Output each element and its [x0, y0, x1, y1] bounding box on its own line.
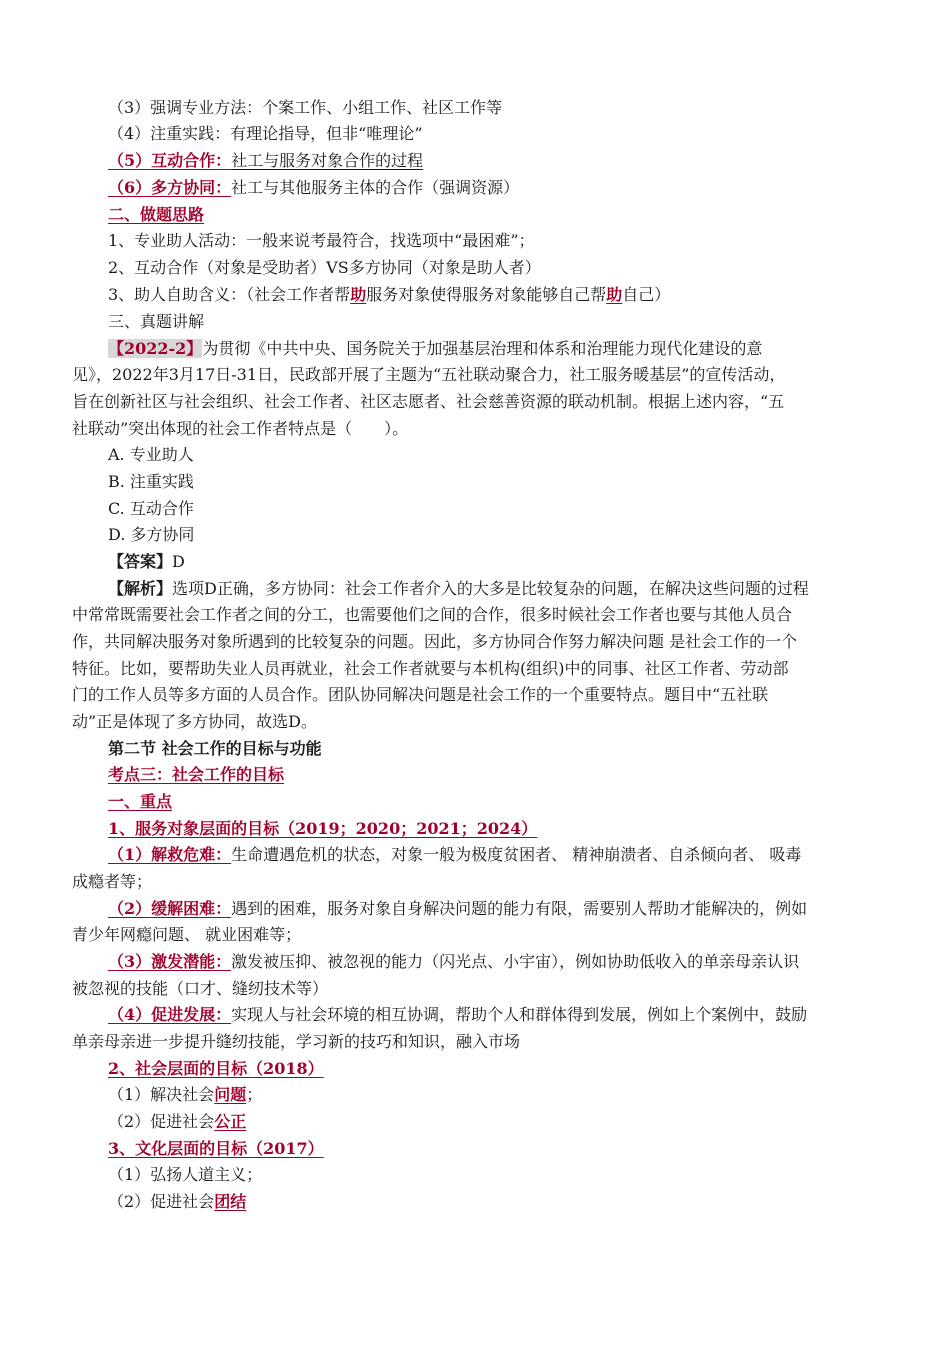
question-tag: 【2022-2】: [108, 339, 203, 358]
question-line: [108, 338, 762, 360]
text-line: 2、互动合作（对象是受助者）VS多方协同（对象是助人者）: [108, 258, 541, 277]
text-part: （2）促进社会: [108, 1112, 215, 1131]
option-d: D. 多方协同: [108, 525, 195, 544]
term-text: 遇到的困难，服务对象自身解决问题的能力有限，需要别人帮助才能解决的，例如: [231, 899, 808, 918]
option-c: C. 互动合作: [108, 499, 194, 518]
term-text: 实现人与社会环境的相互协调，帮助个人和群体得到发展，例如上个案例中，鼓励: [231, 1005, 808, 1024]
explanation-line: 中常常既需要社会工作者之间的分工，也需要他们之间的合作，很多时候社会工作者也要与其他人员合: [72, 605, 793, 624]
text-line: [108, 284, 670, 306]
term-label: （2）缓解困难：: [108, 899, 232, 918]
explanation-line: 作，共同解决服务对象所遇到的比较复杂的问题。因此，多方协同合作努力解决问题 是社会工作的一个: [72, 632, 798, 651]
option-b: B. 注重实践: [108, 472, 194, 491]
text-line: （3）强调专业方法：个案工作、小组工作、社区工作等: [108, 98, 503, 117]
text-line: （1）弘扬人道主义；: [108, 1165, 263, 1184]
question-line: 旨在创新社区与社会组织、社会工作者、社区志愿者、社会慈善资源的联动机制。根据上述内容，“五: [72, 392, 785, 411]
text-line: [108, 1084, 262, 1106]
text-line: [108, 951, 799, 973]
explanation-line: 特征。比如，要帮助失业人员再就业，社会工作者就要与本机构(组织)中的同事、社区工作者、劳动部: [72, 659, 789, 678]
text-line: [108, 1191, 246, 1213]
term-text: 激发被压抑、被忽视的能力（闪光点、小宇宙），例如协助低收入的单亲母亲认识: [231, 952, 800, 971]
text-line: 成瘾者等；: [72, 872, 153, 891]
highlight-word: 助: [606, 285, 623, 304]
text-part: 自己）: [622, 285, 671, 304]
term-text: 社工与其他服务主体的合作（强调资源）: [231, 178, 520, 197]
highlight-word: 团结: [214, 1192, 247, 1211]
highlight-word: 公正: [214, 1112, 247, 1131]
text-line: [108, 844, 801, 866]
subsection-heading: 3、文化层面的目标（2017）: [108, 1139, 324, 1158]
explanation-line: [108, 578, 809, 600]
question-line: 社联动”突出体现的社会工作者特点是（ ）。: [72, 419, 409, 438]
term-text: 生命遭遇危机的状态，对象一般为极度贫困者、 精神崩溃者、自杀倾向者、 吸毒: [231, 845, 802, 864]
chapter-heading: 第二节 社会工作的目标与功能: [108, 739, 322, 758]
section-heading: 一、重点: [108, 792, 173, 811]
highlight-word: 问题: [214, 1085, 247, 1104]
text-part: 服务对象使得服务对象能够自己帮: [366, 285, 607, 304]
question-text: 为贯彻《中共中央、国务院关于加强基层治理和体系和治理能力现代化建设的意: [202, 339, 763, 358]
term-text: 社工与服务对象合作的过程: [231, 151, 424, 170]
text-line: 1、专业助人活动：一般来说考最符合，找选项中“最困难”；: [108, 231, 535, 250]
text-line: 单亲母亲进一步提升缝纫技能，学习新的技巧和知识，融入市场: [72, 1032, 521, 1051]
explanation-text: 选项D正确，多方协同：社会工作者介入的大多是比较复杂的问题，在解决这些问题的过程: [172, 579, 809, 598]
text-part: 3、助人自助含义：（社会工作者帮: [108, 285, 351, 304]
option-a: A. 专业助人: [108, 445, 194, 464]
answer-label: 【答案】: [108, 552, 173, 571]
term-label: （1）解救危难：: [108, 845, 232, 864]
section-heading: 三、真题讲解: [108, 312, 205, 331]
explanation-line: 门的工作人员等多方面的人员合作。团队协同解决问题是社会工作的一个重要特点。题目中“五社联: [72, 685, 769, 704]
text-line: [108, 898, 807, 920]
section-heading: 二、做题思路: [108, 205, 205, 224]
highlight-word: 助: [350, 285, 367, 304]
answer-line: [108, 551, 185, 573]
term-label: （5）互动合作：: [108, 151, 232, 170]
text-line: 青少年网瘾问题、 就业困难等；: [72, 925, 302, 944]
term-label: （4）促进发展：: [108, 1005, 232, 1024]
question-line: 见》，2022年3月17日-31日，民政部开展了主题为“五社联动聚合力，社工服务暖基层”的宣传活动，: [72, 365, 786, 384]
text-line: （4）注重实践：有理论指导，但非“唯理论”: [108, 124, 423, 143]
text-line: [108, 150, 423, 172]
answer-value: D: [172, 552, 185, 571]
subsection-heading: 1、服务对象层面的目标（2019；2020；2021；2024）: [108, 819, 538, 838]
text-line: 被忽视的技能（口才、缝纫技术等）: [72, 979, 329, 998]
text-part: （2）促进社会: [108, 1192, 215, 1211]
explanation-label: 【解析】: [108, 579, 173, 598]
subsection-heading: 2、社会层面的目标（2018）: [108, 1059, 324, 1078]
term-label: （6）多方协同：: [108, 178, 232, 197]
text-part: ；: [246, 1085, 263, 1104]
text-line: [108, 1111, 246, 1133]
kp-heading: 考点三：社会工作的目标: [108, 765, 285, 784]
text-line: [108, 1004, 807, 1026]
text-part: （1）解决社会: [108, 1085, 215, 1104]
text-line: [108, 177, 519, 199]
term-label: （3）激发潜能：: [108, 952, 232, 971]
explanation-line: 动”正是体现了多方协同，故选D。: [72, 712, 318, 731]
